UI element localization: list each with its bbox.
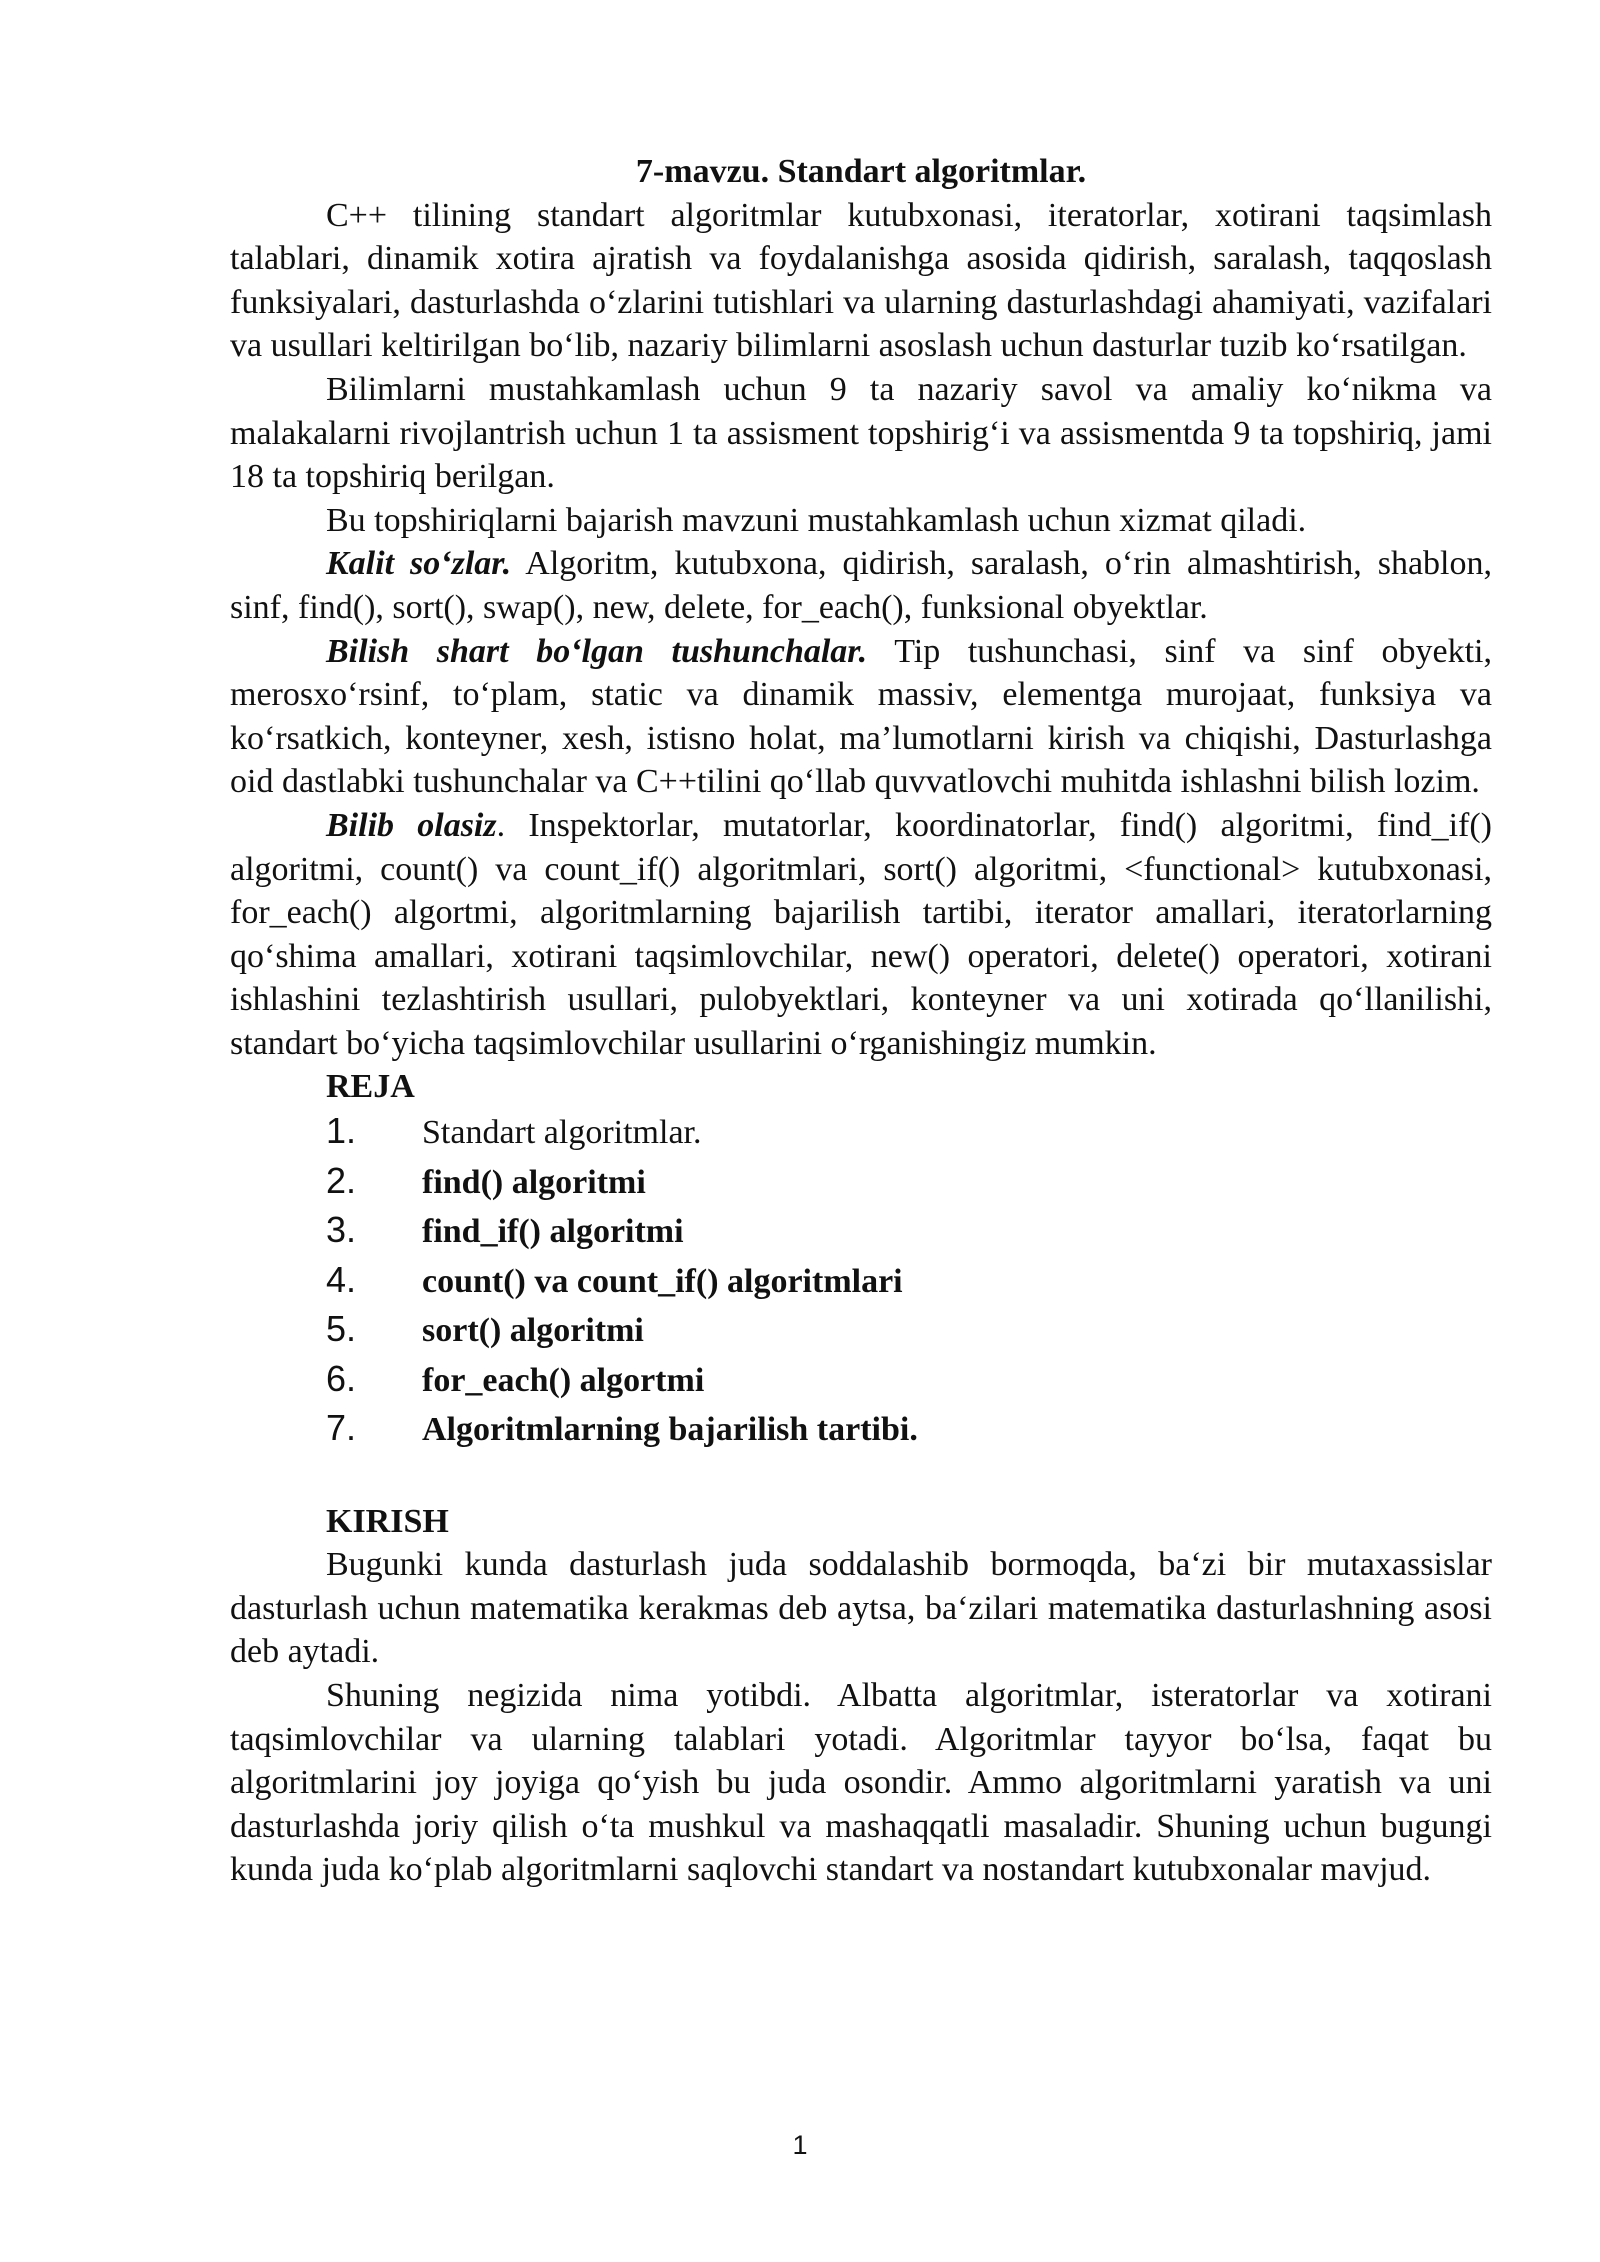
keywords-label: Kalit so‘zlar. bbox=[326, 545, 512, 583]
plan-item-text: Algoritmlarning bajarilish tartibi. bbox=[422, 1411, 918, 1449]
plan-item bbox=[230, 1258, 1492, 1308]
plan-item-number: 6. bbox=[326, 1357, 357, 1399]
plan-item-text: sort() algoritmi bbox=[422, 1312, 644, 1350]
intro-section-paragraph-1: Bugunki kunda dasturlash juda soddalashib bormoqda, ba‘zi bir mutaxassislar dasturlash uchun matematika kerakmas deb aytsa, ba‘zilari matematika dasturlashning asosi deb aytadi. bbox=[230, 1546, 1492, 1671]
outcomes-text: . Inspektorlar, mutatorlar, koordinatorlar, find() algoritmi, find_if() algoritmi, count() va count_if() algoritmlari, sort() algoritmi, <functional> kutubxonasi, for_each() algortmi, algoritmlarning bajarilish tartibi, iterator amallari, iteratorlarning qo‘shima amallari, xotirani taqsimlovchilar, new() operatori, delete() operatori, xotirani ishlashini tezlashtirish usullari, pulobyektlari, konteyner va uni xotirada qo‘llanilishi, standart bo‘yicha taqsimlovchilar usullarini o‘rganishingiz mumkin. bbox=[230, 806, 1493, 1062]
document-page bbox=[230, 150, 1492, 1892]
plan-heading: REJA bbox=[326, 1068, 415, 1106]
plan-item-number: 1. bbox=[326, 1110, 357, 1152]
intro-section-heading: KIRISH bbox=[326, 1502, 449, 1540]
plan-item-text: Standart algoritmlar. bbox=[422, 1114, 702, 1152]
plan-item bbox=[230, 1109, 1492, 1159]
page-title: 7-mavzu. Standart algoritmlar. bbox=[635, 153, 1087, 190]
outcomes-label: Bilib olasiz bbox=[326, 806, 497, 844]
plan-item bbox=[230, 1159, 1492, 1209]
prerequisites-paragraph bbox=[230, 630, 1492, 804]
plan-item-number: 2. bbox=[326, 1159, 357, 1201]
keywords-text: Algoritm, kutubxona, qidirish, saralash, o‘rin almashtirish, shablon, sinf, find(), sort(), swap(), new, delete, for_each(), funksional obyektlar. bbox=[230, 545, 1492, 626]
keywords-paragraph bbox=[230, 542, 1492, 629]
page-number: 1 bbox=[792, 2130, 808, 2160]
plan-item-number: 7. bbox=[326, 1407, 357, 1449]
plan-item bbox=[230, 1208, 1492, 1258]
plan-list bbox=[230, 1109, 1492, 1456]
outcomes-paragraph bbox=[230, 804, 1492, 1066]
plan-item bbox=[230, 1307, 1492, 1357]
plan-item-text: find() algoritmi bbox=[422, 1163, 646, 1201]
plan-item-text: find_if() algoritmi bbox=[422, 1213, 684, 1251]
plan-item-text: count() va count_if() algoritmlari bbox=[422, 1262, 903, 1300]
prerequisites-text: Tip tushunchasi, sinf va sinf obyekti, merosxo‘rsinf, to‘plam, static va dinamik massiv, elementga murojaat, funksiya va ko‘rsatkich, konteyner, xesh, istisno holat, ma’lumotlarni kirish va chiqishi, Dasturlashga oid dastlabki tushunchalar va C++tilini qo‘llab quvvatlovchi muhitda ishlashni bilish lozim. bbox=[230, 632, 1492, 801]
purpose-paragraph: Bu topshiriqlarni bajarish mavzuni mustahkamlash uchun xizmat qiladi. bbox=[326, 501, 1307, 539]
plan-item-number: 4. bbox=[326, 1258, 357, 1300]
plan-item-number: 3. bbox=[326, 1209, 357, 1251]
intro-section-paragraph-2: Shuning negizida nima yotibdi. Albatta algoritmlar, isteratorlar va xotirani taqsimlovchilar va ularning talablari yotadi. Algoritmlar tayyor bo‘lsa, faqat bu algoritmlarini joy joyiga qo‘yish bu juda osondir. Ammo algoritmlarni yaratish va uni dasturlashda joriy qilish o‘ta mushkul va mashaqqatli masaladir. Shuning uchun bugungi kunda juda ko‘plab algoritmlarni saqlovchi standart va nostandart kutubxonalar mavjud. bbox=[230, 1676, 1492, 1889]
tasks-paragraph: Bilimlarni mustahkamlash uchun 9 ta nazariy savol va amaliy ko‘nikma va malakalarni rivojlantrish uchun 1 ta assisment topshirig‘i va assismentda 9 ta topshiriq, jami 18 ta topshiriq berilgan. bbox=[230, 370, 1492, 496]
plan-item bbox=[230, 1357, 1492, 1407]
section-spacer bbox=[230, 1456, 1492, 1500]
plan-item-text: for_each() algortmi bbox=[422, 1361, 705, 1399]
prerequisites-label: Bilish shart bo‘lgan tushunchalar. bbox=[326, 632, 868, 670]
plan-item bbox=[230, 1406, 1492, 1456]
intro-paragraph: C++ tilining standart algoritmlar kutubxonasi, iteratorlar, xotirani taqsimlash talablari, dinamik xotira ajratish va foydalanishga asosida qidirish, saralash, taqqoslash funksiyalari, dasturlashda o‘zlarini tutishlari va ularning dasturlashdagi ahamiyati, vazifalari va usullari keltirilgan bo‘lib, nazariy bilimlarni asoslash uchun dasturlar tuzib ko‘rsatilgan. bbox=[230, 196, 1492, 365]
plan-item-number: 5. bbox=[326, 1308, 357, 1350]
